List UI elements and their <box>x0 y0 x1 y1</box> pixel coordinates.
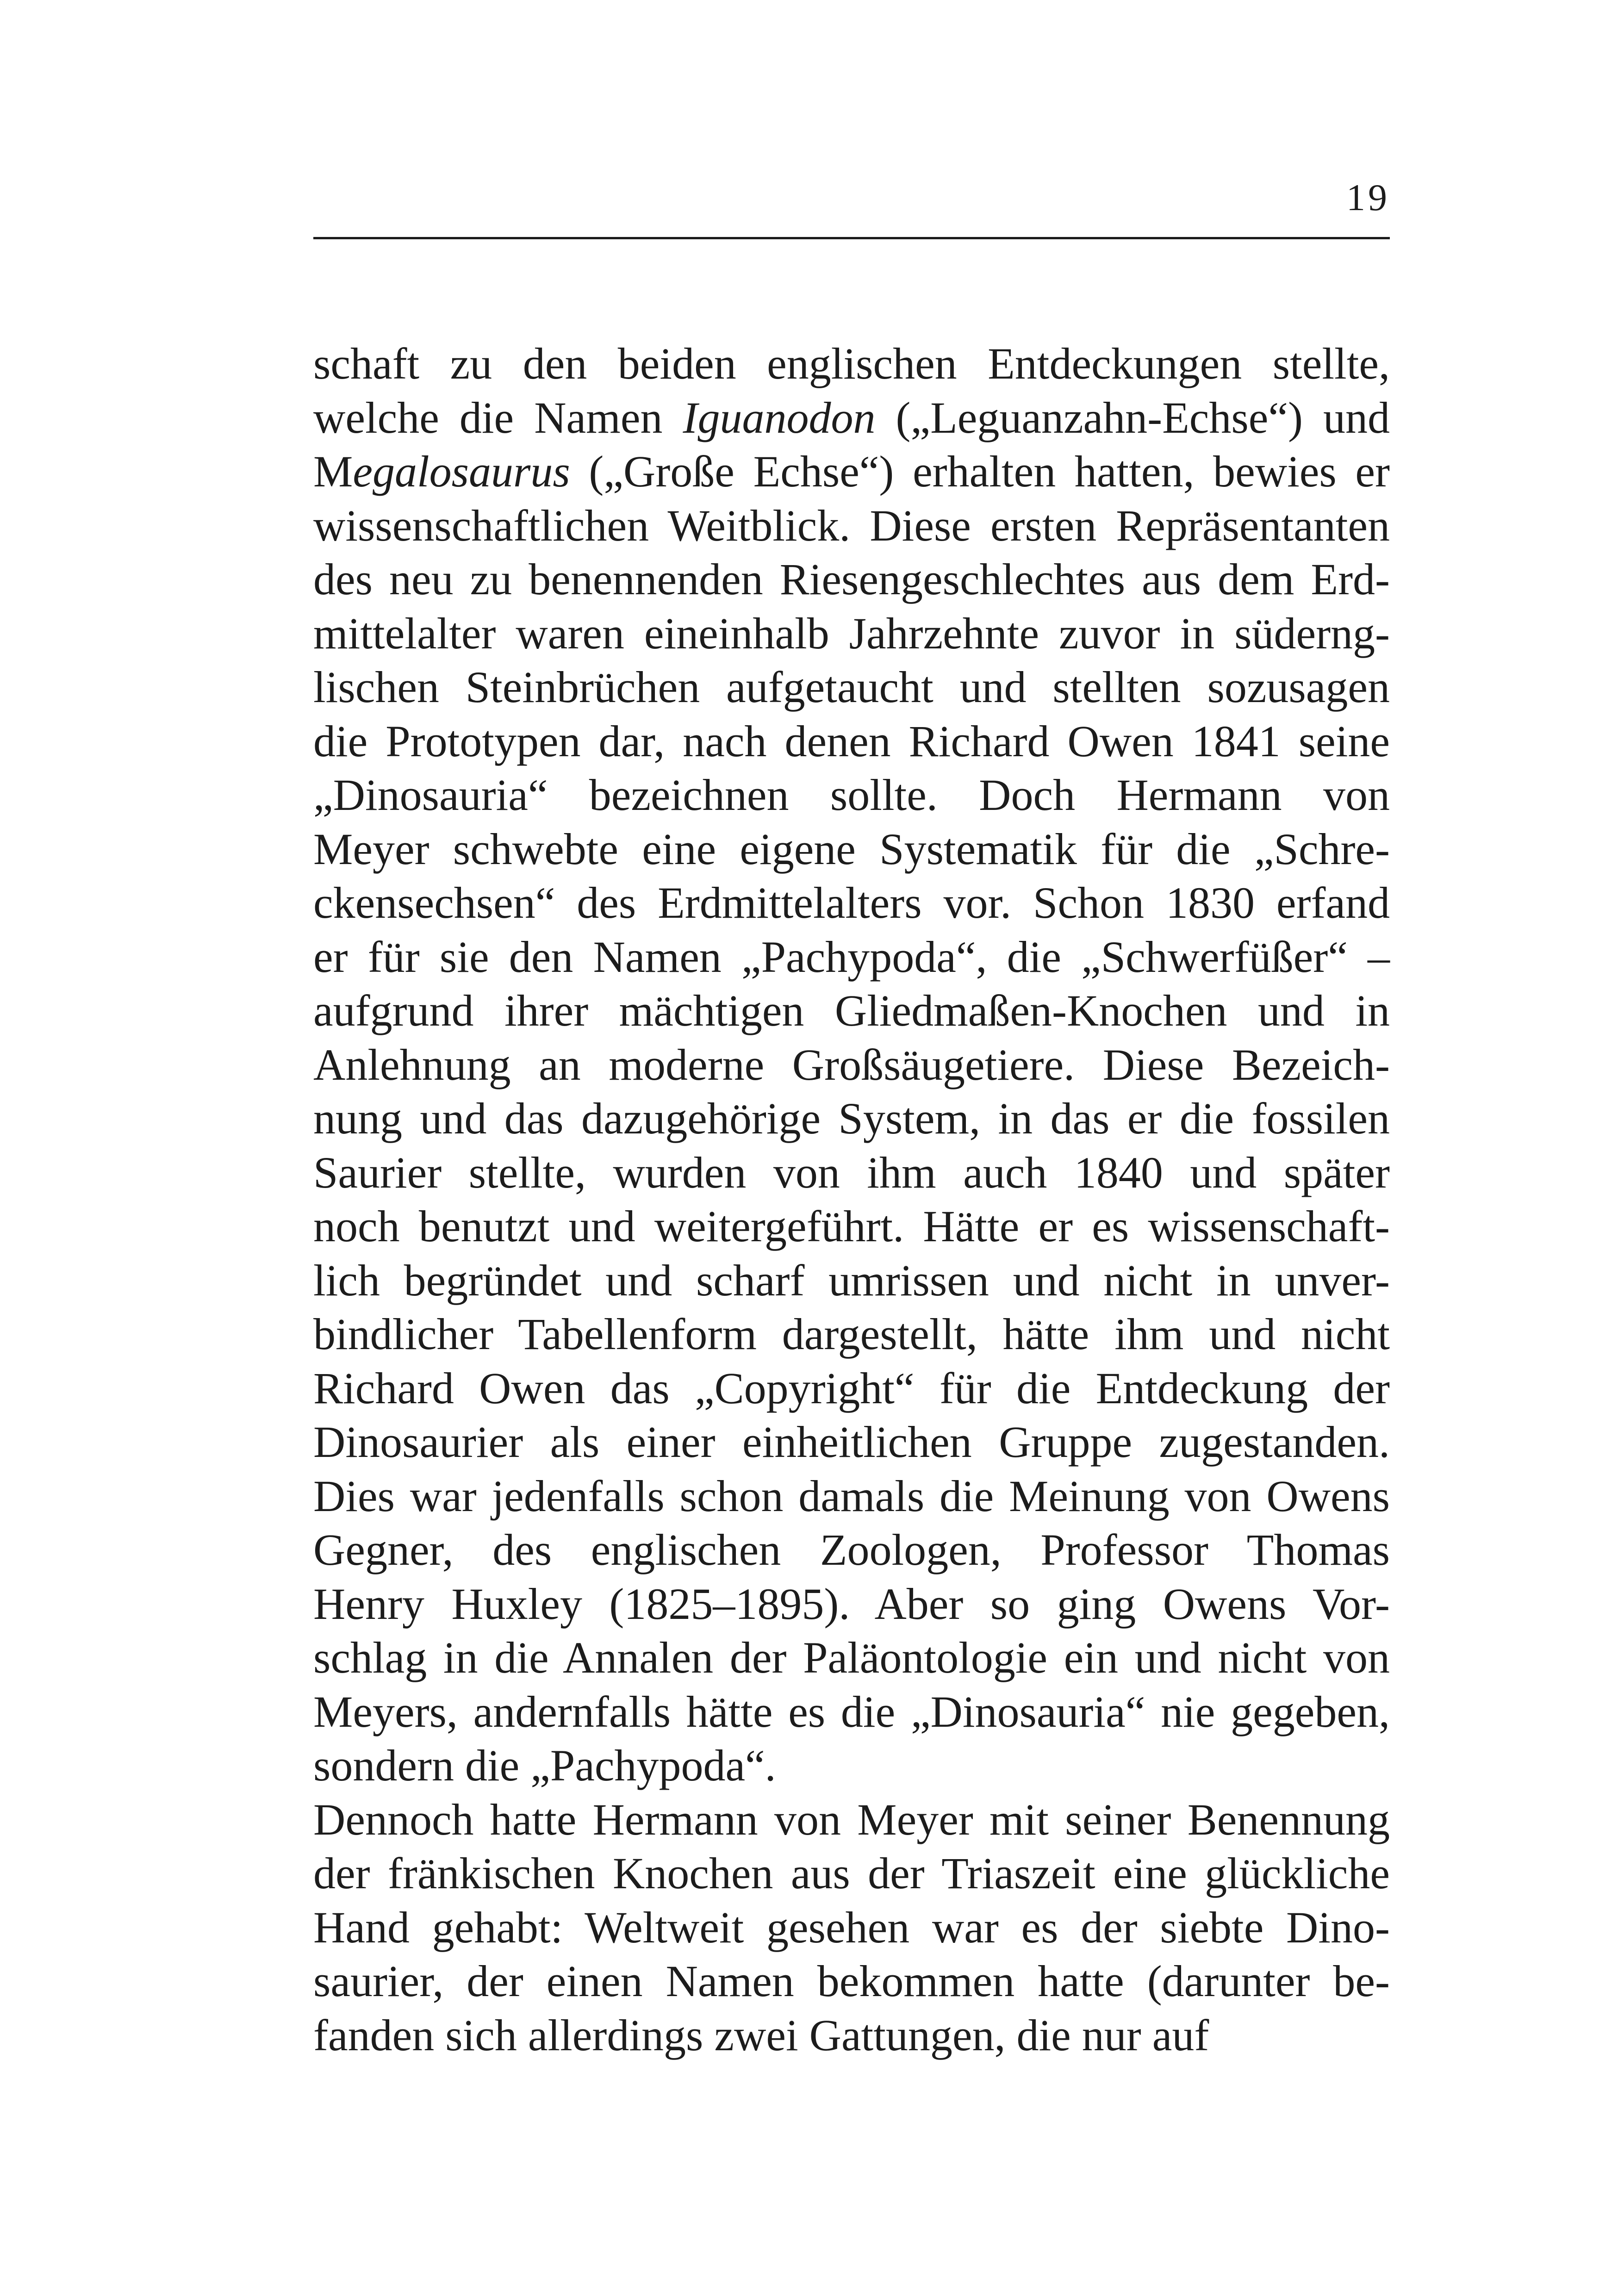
text-line <box>313 1523 1390 1577</box>
text-line <box>313 445 1390 499</box>
text-line <box>313 499 1390 553</box>
text-span: („Leguanzahn-Echse“) und <box>875 392 1390 442</box>
text-span: nung und das dazugehörige System, in das er die fossilen <box>313 1094 1390 1143</box>
italic-genus-name: Iguanodon <box>683 392 876 442</box>
text-span: er für sie den Namen „Pachypoda“, die „Schwerfüßer“ – <box>313 932 1390 982</box>
text-span: M <box>313 447 353 496</box>
text-line <box>313 1577 1390 1631</box>
text-line <box>313 768 1390 822</box>
page-number: 19 <box>1346 176 1390 218</box>
text-span: („Große Echse“) erhalten hatten, bewies er <box>570 447 1390 496</box>
text-line <box>313 1793 1390 1847</box>
text-line <box>313 715 1390 769</box>
text-line <box>313 1469 1390 1524</box>
text-span: Meyers, andernfalls hätte es die „Dinosauria“ nie gegeben, <box>313 1686 1390 1736</box>
text-span: Saurier stellte, wurden von ihm auch 1840 und später <box>313 1147 1390 1197</box>
text-line <box>313 1362 1390 1416</box>
text-line <box>313 391 1390 445</box>
text-span: „Dinosauria“ bezeichnen sollte. Doch Hermann von <box>313 770 1390 820</box>
text-span: Gegner, des englischen Zoologen, Professor Thomas <box>313 1525 1390 1574</box>
text-span: des neu zu benennenden Riesengeschlechtes aus dem Erd- <box>313 554 1390 604</box>
text-span: noch benutzt und weitergeführt. Hätte er es wissenschaft- <box>313 1201 1390 1251</box>
text-line <box>313 1254 1390 1308</box>
text-span: sondern die „Pachypoda“. <box>313 1741 776 1790</box>
text-line <box>313 1685 1390 1739</box>
text-span: welche die Namen <box>313 392 683 442</box>
text-span: wissenschaftlichen Weitblick. Diese ersten Repräsentanten <box>313 500 1390 550</box>
text-line <box>313 930 1390 984</box>
text-span: der fränkischen Knochen aus der Triaszeit eine glückliche <box>313 1848 1390 1898</box>
text-line <box>313 553 1390 607</box>
italic-genus-name: egalosaurus <box>353 447 570 496</box>
text-line <box>313 1954 1390 2009</box>
text-span: Dies war jedenfalls schon damals die Meinung von Owens <box>313 1471 1390 1521</box>
text-span: schaft zu den beiden englischen Entdeckungen stellte, <box>313 339 1390 388</box>
text-span: Dennoch hatte Hermann von Meyer mit seiner Benennung <box>313 1794 1390 1844</box>
text-line <box>313 1307 1390 1362</box>
text-line <box>313 337 1390 391</box>
text-line <box>313 1415 1390 1469</box>
text-line <box>313 607 1390 661</box>
text-line <box>313 822 1390 877</box>
text-span: Meyer schwebte eine eigene Systematik für die „Schre- <box>313 824 1390 874</box>
text-span: Anlehnung an moderne Großsäugetiere. Diese Bezeich- <box>313 1039 1390 1089</box>
text-line <box>313 660 1390 715</box>
text-span: lischen Steinbrüchen aufgetaucht und stellten sozusagen <box>313 662 1390 712</box>
text-span: saurier, der einen Namen bekommen hatte (darunter be- <box>313 1956 1390 2006</box>
text-line <box>313 2009 1390 2063</box>
text-span: ckensechsen“ des Erdmittelalters vor. Schon 1830 erfand <box>313 878 1390 927</box>
text-span: aufgrund ihrer mächtigen Gliedmaßen-Knochen und in <box>313 986 1390 1035</box>
text-span: Hand gehabt: Weltweit gesehen war es der siebte Dino- <box>313 1902 1390 1952</box>
text-line <box>313 876 1390 930</box>
text-line <box>313 1092 1390 1146</box>
text-line <box>313 984 1390 1038</box>
text-span: Richard Owen das „Copyright“ für die Entdeckung der <box>313 1363 1390 1413</box>
text-line <box>313 1146 1390 1200</box>
text-span: Henry Huxley (1825–1895). Aber so ging Owens Vor- <box>313 1579 1390 1629</box>
text-span: Dinosaurier als einer einheitlichen Gruppe zugestanden. <box>313 1417 1390 1467</box>
text-span: fanden sich allerdings zwei Gattungen, die nur auf <box>313 2010 1209 2060</box>
text-line <box>313 1038 1390 1092</box>
text-span: die Prototypen dar, nach denen Richard Owen 1841 seine <box>313 716 1390 766</box>
text-line <box>313 1847 1390 1901</box>
text-line <box>313 1739 1390 1793</box>
text-span: mittelalter waren eineinhalb Jahrzehnte zuvor in süderng- <box>313 608 1390 658</box>
body-text <box>313 337 1390 2062</box>
text-span: bindlicher Tabellenform dargestellt, hätte ihm und nicht <box>313 1309 1390 1359</box>
text-span: schlag in die Annalen der Paläontologie ein und nicht von <box>313 1633 1390 1682</box>
text-line <box>313 1901 1390 1955</box>
text-line <box>313 1200 1390 1254</box>
text-line <box>313 1631 1390 1685</box>
header-rule <box>313 237 1390 239</box>
text-span: lich begründet und scharf umrissen und nicht in unver- <box>313 1255 1390 1305</box>
